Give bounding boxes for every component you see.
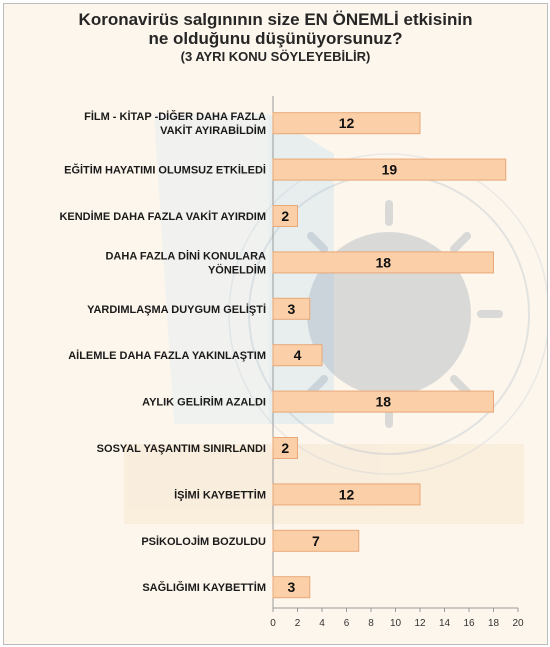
- category-label: SOSYAL YAŞANTIM SINIRLANDI: [96, 443, 266, 455]
- x-tick-label: 0: [270, 618, 276, 629]
- category-label: AİLEMLE DAHA FAZLA YAKINLAŞTIM: [68, 350, 266, 363]
- data-label: 12: [338, 486, 355, 503]
- x-tick-label: 12: [414, 618, 426, 629]
- category-label: AYLIK GELİRİM AZALDI: [142, 396, 266, 409]
- category-label: İŞİMİ KAYBETTİM: [174, 489, 266, 502]
- data-label: 2: [281, 208, 290, 224]
- data-label: 19: [381, 161, 398, 178]
- x-tick-label: 18: [487, 618, 500, 629]
- x-tick-label: 6: [343, 618, 350, 629]
- data-label: 18: [375, 254, 392, 271]
- title-line-2: ne olduğunu düşünüyorsunuz?: [148, 29, 403, 48]
- chart-frame: [3, 3, 548, 645]
- title-line-1: Koronavirüs salgınının size EN ÖNEMLİ etkisinin: [78, 10, 473, 29]
- data-label: 2: [281, 440, 290, 456]
- x-tick-label: 4: [319, 618, 325, 629]
- category-label: DAHA FAZLA DİNİ KONULARA: [105, 250, 266, 263]
- category-label: SAĞLIĞIMI KAYBETTİM: [142, 582, 266, 595]
- category-label: VAKİT AYIRABİLDİM: [160, 125, 266, 138]
- category-label: PSİKOLOJİM BOZULDU: [141, 535, 266, 548]
- x-tick-label: 10: [389, 618, 402, 629]
- x-tick-label: 8: [368, 618, 374, 629]
- x-tick-label: 2: [294, 618, 301, 629]
- data-label: 18: [375, 393, 392, 410]
- bar-chart: [4, 4, 547, 644]
- x-tick-label: 20: [512, 618, 524, 629]
- x-tick-label: 16: [463, 618, 475, 629]
- category-label: KENDİME DAHA FAZLA VAKİT AYIRDIM: [59, 211, 266, 223]
- data-label: 12: [338, 115, 355, 132]
- category-label: YÖNELDİM: [207, 264, 266, 277]
- data-label: 3: [287, 300, 296, 317]
- category-label: EĞİTİM HAYATIMI OLUMSUZ ETKİLEDİ: [64, 164, 266, 177]
- chart-subtitle: (3 AYRI KONU SÖYLEYEBİLİR): [180, 49, 371, 64]
- x-tick-label: 14: [438, 618, 451, 629]
- data-label: 7: [311, 532, 320, 549]
- data-label: 4: [293, 347, 302, 364]
- data-label: 3: [287, 579, 296, 596]
- category-label: FİLM - KİTAP -DİĞER DAHA FAZLA: [84, 111, 266, 124]
- category-label: YARDIMLAŞMA DUYGUM GELİŞTİ: [87, 303, 266, 316]
